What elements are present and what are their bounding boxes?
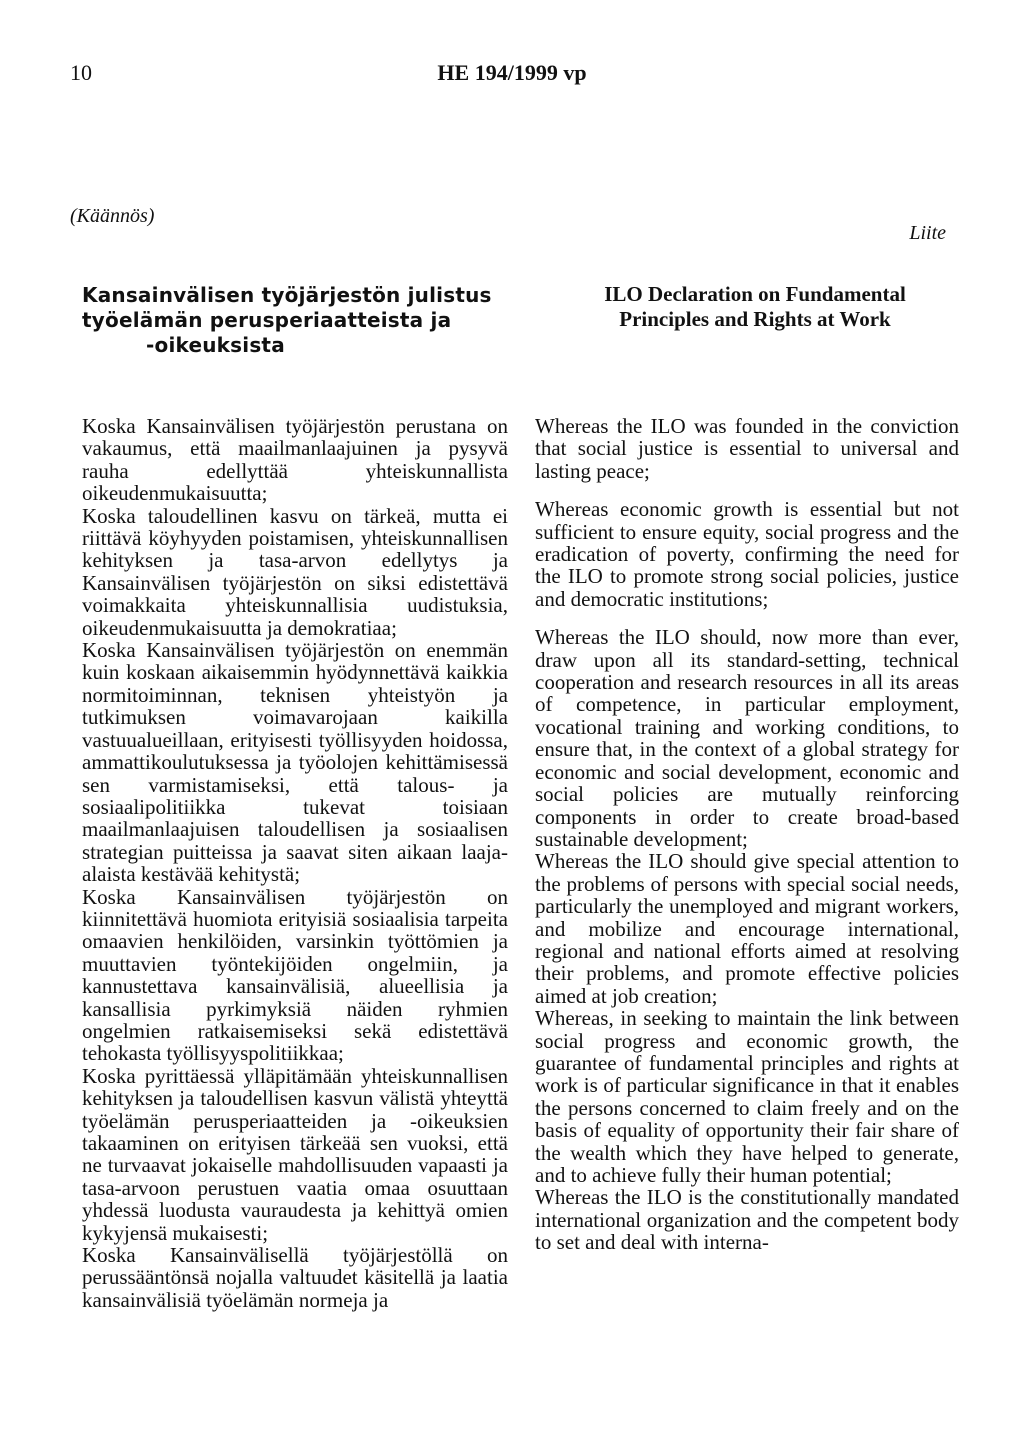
page-number: 10 xyxy=(70,60,92,85)
finnish-title-line-3: -oikeuksista xyxy=(146,333,285,357)
finnish-paragraph: Koska pyrittäessä ylläpitämään yhteiskunnallisen kehityksen ja taloudellisen kasvun välistä yhteyttä työelämän perusperiaatteiden ja -oikeuksien takaaminen on erityisen tärkeää sen vuoksi, että ne turvaavat jokaiselle mahdollisuuden vapaasti ja tasa-arvoon perustuen vaatia omaa osuuttaan yhdessä luodusta vauraudesta ja kehittyä omien kykyjensä mukaisesti; xyxy=(82,1063,508,1245)
english-title xyxy=(535,282,975,332)
english-title-line-2: Principles and Rights at Work xyxy=(619,307,891,331)
english-paragraph: Whereas the ILO is the constitutionally mandated international organization and the competent body to set and deal with interna- xyxy=(535,1185,959,1255)
finnish-title xyxy=(82,283,502,358)
english-paragraph: Whereas, in seeking to maintain the link between social progress and economic growth, the guarantee of fundamental principles and rights at work is of particular significance in that it enables the persons concerned to claim freely and on the basis of equality of opportunity their fair share of the wealth which they have helped to generate, and to achieve fully their human potential; xyxy=(535,1006,959,1187)
finnish-title-line-2: työelämän perusperiaatteista ja xyxy=(82,308,452,332)
finnish-paragraph: Koska Kansainvälisellä työjärjestöllä on perussääntönsä nojalla valtuudet käsitellä ja laatia kansainvälisiä työelämän normeja ja xyxy=(82,1243,508,1312)
appendix-label: Liite xyxy=(909,222,946,244)
translation-note: (Käännös) xyxy=(70,205,155,227)
english-column xyxy=(535,415,959,1254)
running-header: HE 194/1999 vp xyxy=(437,60,587,85)
finnish-paragraph: Koska Kansainvälisen työjärjestön perustana on vakaumus, että maailmanlaajuinen ja pysyvä rauha edellyttää yhteiskunnallista oikeudenmukaisuutta; xyxy=(82,414,508,506)
finnish-paragraph: Koska Kansainvälisen työjärjestön on kiinnitettävä huomiota erityisiä sosiaalisia tarpeita omaavien henkilöiden, varsinkin työttömien ja muuttavien työntekijöiden ongelmiin, ja kannustettava kansainvälisiä, alueellisia ja kansallisia pyrkimyksiä näiden ryhmien ongelmien ratkaisemiseksi sekä edistettävä tehokasta työllisyyspolitiikkaa; xyxy=(82,884,508,1066)
english-paragraph: Whereas the ILO should give special attention to the problems of persons with special social needs, particularly the unemployed and migrant workers, and mobilize and encourage international, regional and national efforts aimed at resolving their problems, and promote effective policies aimed at job creation; xyxy=(535,849,959,1008)
english-paragraph: Whereas the ILO was founded in the conviction that social justice is essential to universal and lasting peace; xyxy=(535,414,959,483)
finnish-paragraph: Koska Kansainvälisen työjärjestön on enemmän kuin koskaan aikaisemmin hyödynnettävä kaikkia normitoiminnan, teknisen yhteistyön ja tutkimuksen voimavarojaan kaikilla vastuualueillaan, erityisesti työllisyyden hoidossa, ammattikoulutuksessa ja työolojen kehittämisessä sen varmistamiseksi, että talous- ja sosiaalipolitiikka tukevat toisiaan maailmanlaajuisen taloudellisen ja sosiaalisen strategian puitteissa ja saavat siten aikaan laaja-alaista kestävää kehitystä; xyxy=(82,638,508,887)
english-paragraph: Whereas economic growth is essential but not sufficient to ensure equity, social progress and the eradication of poverty, confirming the need for the ILO to promote strong social policies, justice and democratic institutions; xyxy=(535,497,959,611)
english-title-line-1: ILO Declaration on Fundamental xyxy=(604,282,906,306)
finnish-title-line-1: Kansainvälisen työjärjestön julistus xyxy=(82,283,492,307)
finnish-paragraph: Koska taloudellinen kasvu on tärkeä, mutta ei riittävä köyhyyden poistamisen, yhteiskunnallisen kehityksen ja tasa-arvon edellytys ja Kansainvälisen työjärjestön on siksi edistettävä voimakkaita yhteiskunnallisia uudistuksia, oikeudenmukaisuutta ja demokratiaa; xyxy=(82,503,508,640)
english-paragraph: Whereas the ILO should, now more than ever, draw upon all its standard-setting, technical cooperation and research resources in all its areas of competence, in particular employment, vocational training and working conditions, to ensure that, in the context of a global strategy for economic and social development, economic and social policies are mutually reinforcing components in order to create broad-based sustainable development; xyxy=(535,625,959,851)
finnish-column xyxy=(82,415,508,1311)
